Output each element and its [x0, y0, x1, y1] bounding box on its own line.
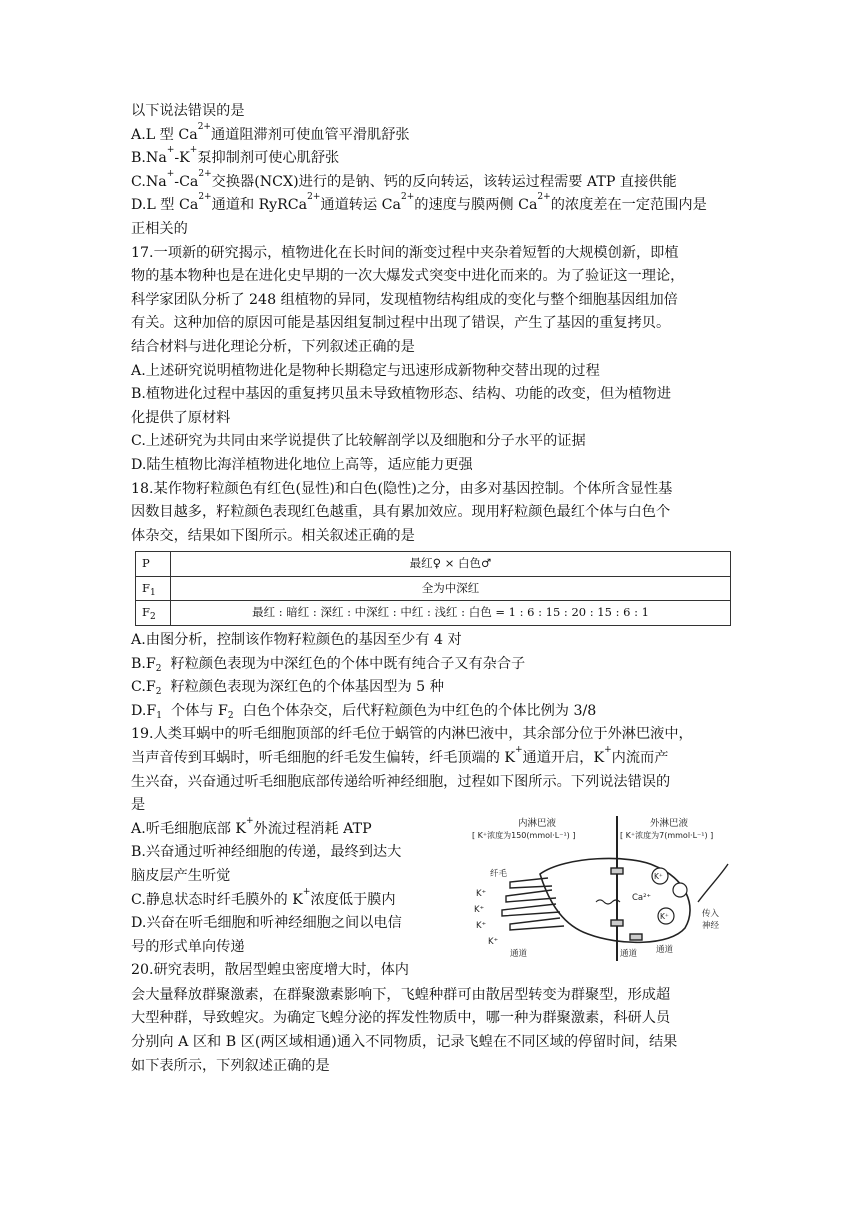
fig-nerve-label: 传入	[702, 908, 720, 919]
q19-option-b: B.兴奋通过听神经细胞的传递，最终到达大	[131, 844, 402, 861]
q18-option-c: $C.F_2$ 籽粒颜色表现为深红色的个体基因型为 5 种	[131, 679, 444, 698]
q18-option-b: $B.F_2$ 籽粒颜色表现为中深红色的个体中既有纯合子又有杂合子	[131, 655, 526, 674]
q16-option-c: $C.Na^+-Ca^{2+}$交换器(NCX)进行的是钠、钙的反向转运，该转运过程需要 ATP 直接供能	[131, 168, 677, 190]
fig-k-label: K⁺	[660, 911, 669, 921]
fig-k-label: K⁺	[476, 920, 487, 931]
q17-stem-line: 物的基本物种也是在进化史早期的一次大爆发式突变中进化而来的。为了验证这一理论，	[131, 268, 685, 285]
q17-option-b: B.植物进化过程中基因的重复拷贝虽未导致植物形态、结构、功能的改变，但为植物进	[131, 386, 671, 403]
q19-option-a: A.听毛细胞底部 K+外流过程消耗 ATP	[131, 815, 372, 837]
q17-option-b-cont: 化提供了原材料	[131, 409, 231, 426]
q17-stem-line: 科学家团队分析了 248 组植物的异同，发现植物结构组成的变化与整个细胞基因组加倍	[131, 291, 678, 308]
fig-left-title: 内淋巴液	[518, 817, 557, 829]
q17-option-d: D.陆生植物比海洋植物进化地位上高等，适应能力更强	[131, 456, 473, 473]
cross-result-table	[135, 551, 731, 626]
q18-stem-line: 18.某作物籽粒颜色有红色(显性)和白色(隐性)之分，由多对基因控制。个体所含显性基	[131, 480, 673, 497]
q17-option-a: A.上述研究说明植物进化是物种长期稳定与迅速形成新物种交替出现的过程	[131, 362, 600, 379]
fig-channel-label: 通道	[510, 948, 528, 959]
fig-k-label: K⁺	[488, 936, 499, 947]
q16-option-d-cont: 正相关的	[131, 220, 188, 237]
table-row	[136, 576, 731, 601]
q17-stem-line: 17.一项新的研究揭示，植物进化在长时间的渐变过程中夹杂着短暂的大规模创新，即植	[131, 244, 679, 261]
q19-stem-line: 生兴奋，兴奋通过听毛细胞底部传递给听神经细胞，过程如下图所示。下列说法错误的	[131, 773, 671, 790]
fig-cilia-label: 纤毛	[490, 868, 508, 879]
table-row	[136, 552, 731, 577]
q20-stem-line: 如下表所示，下列叙述正确的是	[131, 1057, 330, 1074]
q17-stem-line: 结合材料与进化理论分析，下列叙述正确的是	[131, 338, 415, 355]
q20-stem-first-line: 20.研究表明，散居型蝗虫密度增大时，体内	[131, 962, 409, 979]
q16-option-a: A.L 型 $Ca^{2+}$通道阻滞剂可使血管平滑肌舒张	[131, 121, 410, 143]
q18-option-d: $D.F_1$ 个体与 $F_2$ 白色个体杂交，后代籽粒颜色为中红色的个体比例为 3/8	[131, 702, 597, 721]
fig-ca-label: Ca²⁺	[632, 892, 652, 903]
q16-option-b: B.Na+-K+泵抑制剂可使心肌舒张	[131, 145, 340, 167]
fig-right-conc: [ K⁺浓度为7(mmol·L⁻¹) ]	[620, 830, 714, 840]
generation-cell: P	[136, 552, 171, 577]
membrane-channels	[611, 868, 642, 940]
q17-option-c: C.上述研究为共同由来学说提供了比较解剖学以及细胞和分子水平的证据	[131, 433, 586, 450]
q18-option-a: A.由图分析，控制该作物籽粒颜色的基因至少有 4 对	[131, 632, 462, 649]
table-row	[136, 601, 731, 626]
fig-k-label: K⁺	[476, 888, 487, 899]
q19-option-c: C.静息状态时纤毛膜外的 K+浓度低于膜内	[131, 886, 396, 908]
q19-option-b-cont: 脑皮层产生听觉	[131, 868, 231, 884]
fig-k-label: K⁺	[654, 871, 663, 881]
generation-cell: $F_1$	[136, 576, 171, 601]
fig-channel-label: 通道	[620, 948, 638, 959]
q19-stem-line: 当声音传到耳蜗时，听毛细胞的纤毛发生偏转，纤毛顶端的 K+通道开启，K+内流而产	[131, 745, 669, 767]
hair-cell-diagram	[470, 816, 730, 961]
cilia-bundle	[502, 878, 564, 930]
fig-channel-label: 通道	[656, 944, 674, 955]
q18-stem-line: 因数目越多，籽粒颜色表现红色越重，具有累加效应。现用籽粒颜色最红个体与白色个	[131, 504, 671, 521]
q20-stem-line: 分别向 A 区和 B 区(两区域相通)通入不同物质，记录飞蝗在不同区域的停留时间，结果	[131, 1034, 678, 1050]
q19-option-d: D.兴奋在听毛细胞和听神经细胞之间以电信	[131, 915, 402, 932]
q19-option-d-cont: 号的形式单向传递	[131, 938, 245, 955]
result-cell: 全为中深红	[171, 576, 731, 601]
q20-stem-line: 大型种群，导致蝗灾。为确定飞蝗分泌的挥发性物质中，哪一种为群聚激素，科研人员	[131, 1010, 671, 1027]
q20-stem-line: 会大量释放群聚激素，在群聚激素影响下，飞蝗种群可由散居型转变为群聚型，形成超	[131, 986, 671, 1003]
afferent-nerve-fiber	[698, 864, 728, 902]
generation-cell: $F_2$	[136, 601, 171, 626]
q19-stem-line: 19.人类耳蜗中的听毛细胞顶部的纤毛位于蜗管的内淋巴液中，其余部分位于外淋巴液中，	[131, 726, 693, 743]
q16-option-d: D.L 型 $Ca^{2+}$通道和 RyRCa$^{2+}$通道转运 $Ca^{2+}$的速度与膜两侧 $Ca^{2+}$的浓度差在一定范围内是	[131, 192, 707, 214]
q16-stem-tail: 以下说法错误的是	[131, 103, 245, 119]
result-cell: 最红 : 暗红 : 深红 : 中深红 : 中红 : 浅红 : 白色 = 1 : 6 : 15 : 20 : 15 : 6 : 1	[171, 601, 731, 626]
fig-nerve-label: 神经	[702, 920, 720, 931]
result-cell: 最红♀ × 白色♂	[171, 552, 731, 577]
fig-left-conc: [ K⁺浓度为150(mmol·L⁻¹) ]	[472, 830, 576, 840]
q18-stem-line: 体杂交，结果如下图所示。相关叙述正确的是	[131, 527, 415, 544]
q19-stem-line: 是	[131, 797, 146, 814]
q19-options-with-figure	[131, 815, 731, 984]
fig-k-label: K⁺	[474, 904, 485, 915]
exam-page	[131, 100, 731, 1078]
fig-right-title: 外淋巴液	[650, 817, 689, 829]
q17-stem-line: 有关。这种加倍的原因可能是基因组复制过程中出现了错误，产生了基因的重复拷贝。	[131, 315, 671, 332]
